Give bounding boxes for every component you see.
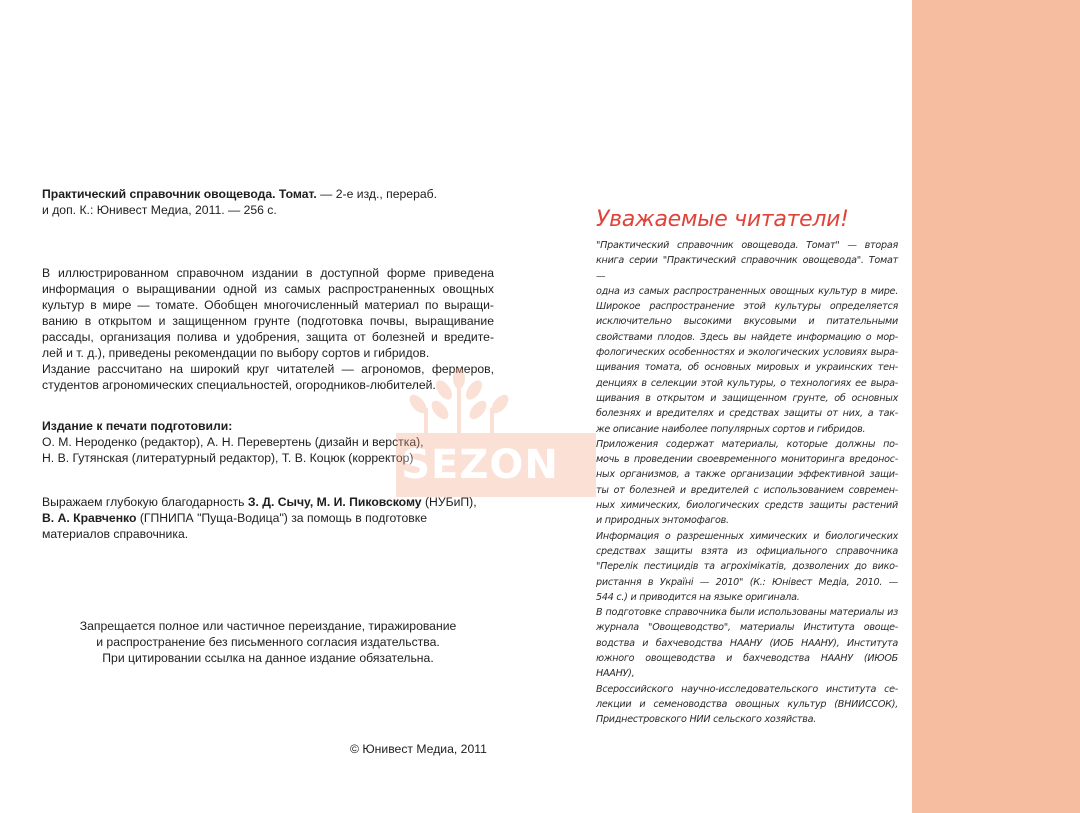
readers-line: водства и бахчеводства НААНУ (ИОБ НААНУ), Института [596, 637, 898, 649]
acknowledged-name-2: В. А. Кравченко [42, 511, 137, 525]
abstract-line: рассады, организация полива и удобрения, защита от болезней и вредите- [42, 330, 494, 344]
decorative-side-band [912, 0, 1080, 813]
readers-line: ных химических, биологических средств защиты растений [596, 500, 898, 512]
readers-line: лекции и семеноводства овощных культур (ВНИИССОК), [596, 698, 898, 710]
acknowledgements [42, 494, 502, 542]
acknowledgements-line-1 [42, 494, 502, 510]
readers-address [596, 205, 898, 728]
acknowledged-org-1: (НУБиП), [421, 495, 477, 509]
watermark-text: SEZON [401, 442, 559, 488]
credits-line-1: О. М. Нероденко (редактор), А. Н. Перевертень (дизайн и верстка), [42, 435, 424, 449]
credits-heading: Издание к печати подготовили: [42, 419, 233, 433]
readers-line: В подготовке справочника были использованы материалы из [596, 607, 898, 619]
abstract-line: Издание рассчитано на широкий круг читателей — агрономов, фермеров, [42, 362, 494, 376]
readers-line: денциях в селекции этой культуры, о технологиях ее выра- [596, 377, 898, 389]
notice-line-3: При цитировании ссылка на данное издание обязательна. [102, 651, 434, 665]
notice-line-2: и распространение без письменного согласия издательства. [96, 635, 440, 649]
readers-line: одна из самых распространенных овощных культур в мире. [596, 285, 898, 297]
readers-line: "Перелік пестицидів та агрохімікатів, дозволених до вико- [596, 561, 898, 573]
readers-line: болезнях и вредителях и средствах защиты от них, а так- [596, 408, 898, 420]
bibliography-edition: — 2-е изд., перераб. [316, 187, 438, 201]
readers-line: Приднестровского НИИ сельского хозяйства. [596, 714, 817, 726]
readers-line: Приложения содержат материалы, которые должны по- [596, 438, 898, 450]
readers-line: мочь в проведении своевременного мониторинга вредонос- [596, 454, 898, 466]
abstract-line: культур в мире — томате. Обобщен многочисленный материал по выращи- [42, 298, 494, 312]
readers-line: щивания в открытом и защищенном грунте, об основных [596, 392, 898, 404]
acknowledged-names: З. Д. Сычу, М. И. Пиковскому [247, 495, 422, 509]
acknowledgements-prefix: Выражаем глубокую благодарность [42, 495, 248, 509]
abstract-paragraph [42, 265, 494, 393]
notice-line-1: Запрещается полное или частичное переиздание, тиражирование [79, 619, 457, 633]
acknowledgements-line-2 [42, 510, 502, 526]
abstract-line: лей и т. д.), приведены рекомендации по выбору сортов и гибридов. [42, 346, 430, 360]
abstract-line: студентов агрономических специальностей, огородников-любителей. [42, 378, 436, 392]
readers-line: 544 с.) и приводится на языке оригинала. [596, 591, 800, 603]
credits-section [42, 418, 502, 466]
readers-line: ных организмов, а также организации эффективной защи- [596, 469, 898, 481]
copyright-notice [42, 618, 494, 666]
readers-line: журнала "Овощеводство", материалы Института овоще- [596, 622, 898, 634]
readers-line: исключительно высокими вкусовыми и питательными [596, 316, 898, 328]
readers-line: Всероссийского научно-исследовательского института се- [596, 683, 898, 695]
readers-line: Информация о разрешенных химических и биологических [596, 530, 898, 542]
readers-line: ристання в Україні — 2010" (К.: Юнівест Медіа, 2010. — [596, 576, 898, 588]
bibliography-line-1 [42, 186, 502, 202]
readers-line: фологических особенностях и экологических условиях выра- [596, 347, 898, 359]
readers-line: Широкое распространение этой культуры определяется [596, 301, 898, 313]
copyright-line: © Юнивест Медиа, 2011 [350, 742, 487, 756]
readers-line: щивания томата, об основных мировых и украинских тен- [596, 362, 898, 374]
bibliography-line-2: и доп. К.: Юнивест Медиа, 2011. — 256 с. [42, 203, 277, 217]
credits-line-2: Н. В. Гутянская (литературный редактор), Т. В. Коцюк (корректор) [42, 451, 414, 465]
readers-line: же описание наиболее популярных сортов и гибридов. [596, 423, 866, 435]
readers-body [596, 238, 898, 728]
readers-line: свойствами плодов. Здесь вы найдете информацию о мор- [596, 331, 898, 343]
bibliography-title: Практический справочник овощевода. Томат. [42, 187, 317, 201]
readers-line: "Практический справочник овощевода. Томат" — вторая [596, 240, 898, 251]
acknowledgements-line-3: материалов справочника. [42, 527, 189, 541]
readers-line: книга серии "Практический справочник овощевода". Томат — [596, 255, 898, 282]
readers-line: и природных энтомофагов. [596, 515, 729, 527]
acknowledged-org-2: (ГПНИПА "Пуща-Водица") за помощь в подготовке [136, 511, 427, 525]
abstract-line: В иллюстрированном справочном издании в доступной форме приведена [42, 266, 494, 280]
abstract-line: информация о выращивании одной из самых распространенных овощных [42, 282, 494, 296]
bibliographic-record [42, 186, 502, 218]
readers-line: средствах защиты взята из официального справочника [596, 545, 898, 557]
readers-line: ты от болезней и вредителей с использованием современ- [596, 484, 898, 496]
readers-title: Уважаемые читатели! [596, 207, 849, 232]
abstract-line: ванию в открытом и защищенном грунте (подготовка почвы, выращивание [42, 314, 494, 328]
readers-line: южного овощеводства и бахчеводства НААНУ (ИЮОБ НААНУ), [596, 653, 898, 680]
